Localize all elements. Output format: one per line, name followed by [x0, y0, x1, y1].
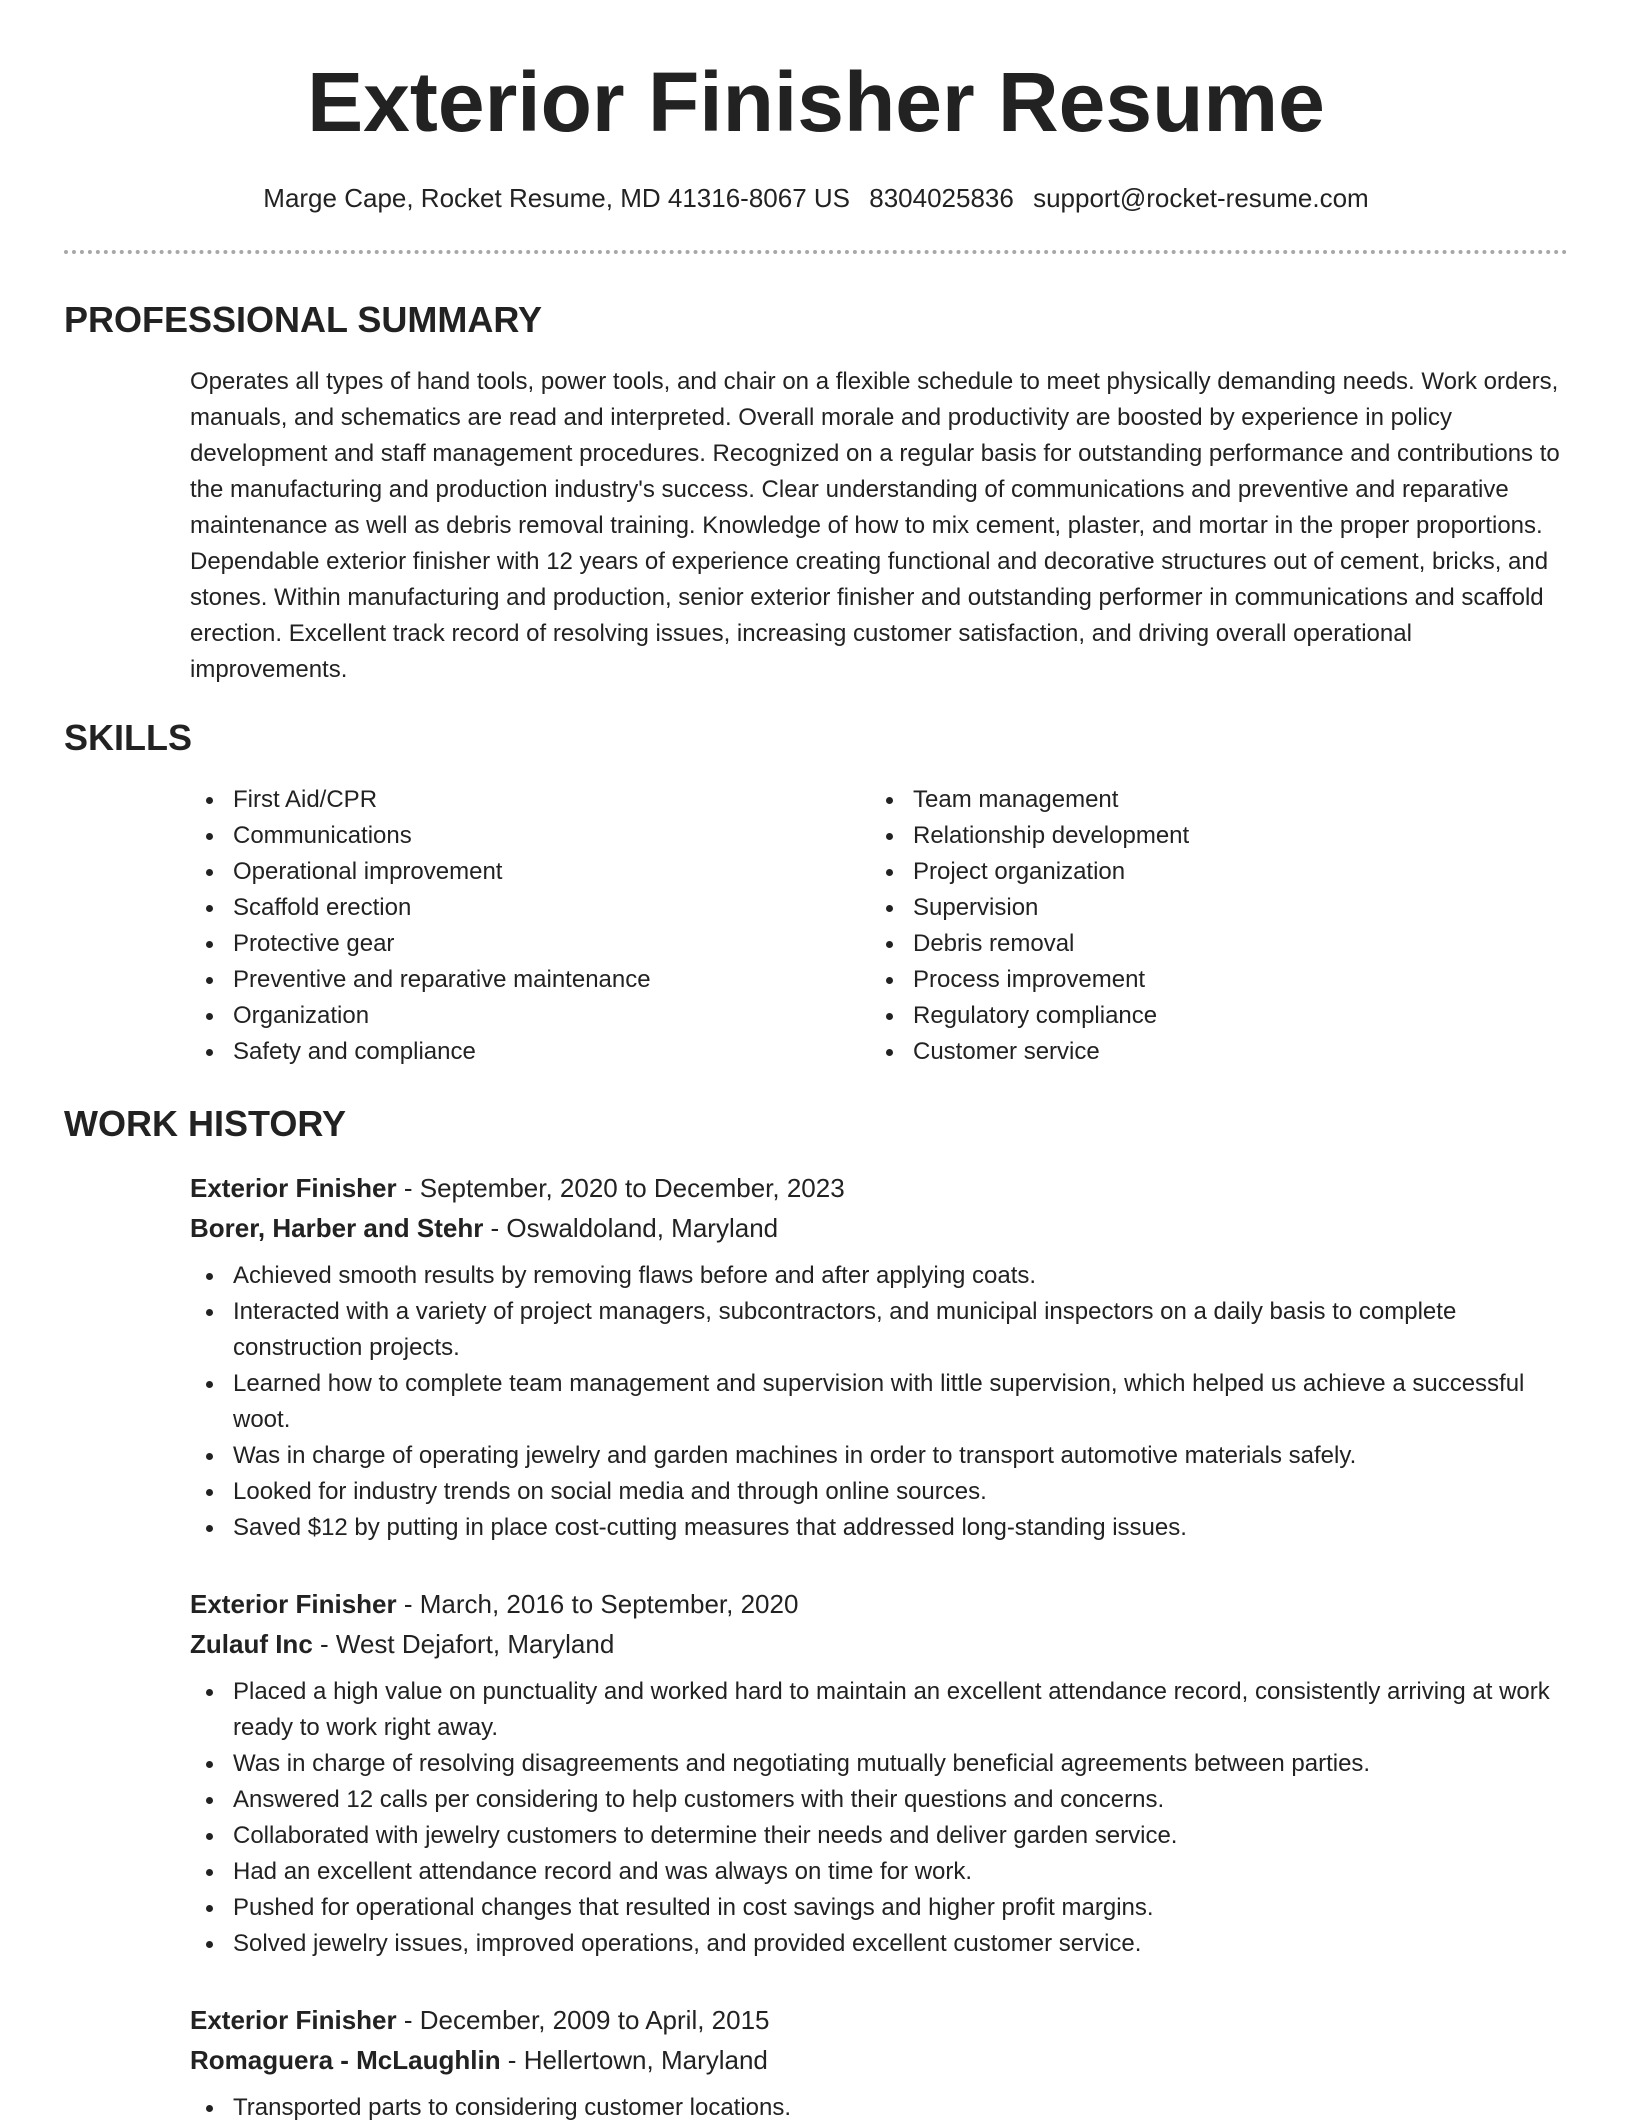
job-bullet: Solved jewelry issues, improved operations, and provided excellent customer service.: [190, 1926, 1570, 1962]
job-bullet: Was in charge of resolving disagreements and negotiating mutually beneficial agreements between parties.: [190, 1746, 1570, 1782]
job-company-line: Romaguera - McLaughlin - Hellertown, Maryland: [190, 2045, 768, 2075]
job-location: Oswaldoland, Maryland: [506, 1213, 779, 1243]
job-bullet: Was in charge of operating jewelry and garden machines in order to transport automotive materials safely.: [190, 1438, 1570, 1474]
job-title: Exterior Finisher: [190, 1589, 397, 1619]
job-bullet: Achieved smooth results by removing flaws before and after applying coats.: [190, 1258, 1570, 1294]
skill-item: Organization: [190, 998, 651, 1034]
job-company-line: Borer, Harber and Stehr - Oswaldoland, Maryland: [190, 1213, 779, 1243]
summary-heading: PROFESSIONAL SUMMARY: [64, 299, 543, 340]
skills-column-1: [190, 782, 651, 1070]
job-bullet: Had an excellent attendance record and was always on time for work.: [190, 1854, 1570, 1890]
job-bullet: Collaborated with jewelry customers to determine their needs and deliver garden service.: [190, 1818, 1570, 1854]
skill-item: Communications: [190, 818, 651, 854]
contact-phone: 8304025836: [869, 183, 1014, 213]
job-company: Zulauf Inc: [190, 1629, 313, 1659]
job-dates: September, 2020 to December, 2023: [419, 1173, 845, 1203]
skill-item: Team management: [870, 782, 1189, 818]
job-title-line: Exterior Finisher - March, 2016 to September, 2020: [190, 1589, 799, 1619]
job-bullet: Saved $12 by putting in place cost-cutting measures that addressed long-standing issues.: [190, 1510, 1570, 1546]
skill-item: Supervision: [870, 890, 1189, 926]
job-entry: [190, 1584, 1570, 1962]
skill-item: Protective gear: [190, 926, 651, 962]
job-bullet: Interacted with a variety of project managers, subcontractors, and municipal inspectors on a daily basis to complete construction projects.: [190, 1294, 1570, 1366]
job-entry: [190, 1168, 1570, 1546]
header-divider: [64, 250, 1568, 254]
skills-heading: SKILLS: [64, 717, 193, 758]
skill-item: Regulatory compliance: [870, 998, 1189, 1034]
job-location: West Dejafort, Maryland: [335, 1629, 615, 1659]
job-dates: December, 2009 to April, 2015: [419, 2005, 770, 2035]
contact-address: Marge Cape, Rocket Resume, MD 41316-8067 US: [263, 183, 851, 213]
job-company: Borer, Harber and Stehr: [190, 1213, 484, 1243]
job-bullet: Looked for industry trends on social media and through online sources.: [190, 1474, 1570, 1510]
skill-item: Operational improvement: [190, 854, 651, 890]
job-bullets: [190, 1258, 1570, 1546]
skill-item: Safety and compliance: [190, 1034, 651, 1070]
job-company-line: Zulauf Inc - West Dejafort, Maryland: [190, 1629, 615, 1659]
job-title: Exterior Finisher: [190, 2005, 397, 2035]
skill-item: Process improvement: [870, 962, 1189, 998]
job-bullets: [190, 2090, 1570, 2126]
job-bullets: [190, 1674, 1570, 1962]
work-history-heading: WORK HISTORY: [64, 1103, 347, 1144]
resume-title: Exterior Finisher Resume: [307, 55, 1325, 149]
skill-item: Scaffold erection: [190, 890, 651, 926]
skill-item: Customer service: [870, 1034, 1189, 1070]
summary-text: Operates all types of hand tools, power tools, and chair on a flexible schedule to meet physically demanding needs. Work orders, manuals, and schematics are read and interpreted. Overall morale and productivity are boosted by experience in policy development and staff management procedures. Recognized on a regular basis for outstanding performance and contributions to the manufacturing and production industry's success. Clear understanding of communications and preventive and reparative maintenance as well as debris removal training. Knowledge of how to mix cement, plaster, and mortar in the proper proportions. Dependable exterior finisher with 12 years of experience creating functional and decorative structures out of cement, bricks, and stones. Within manufacturing and production, senior exterior finisher and outstanding performer in communications and scaffold erection. Excellent track record of resolving issues, increasing customer satisfaction, and driving overall operational improvements.: [190, 368, 1560, 683]
job-title-line: Exterior Finisher - December, 2009 to April, 2015: [190, 2005, 770, 2035]
job-title-line: Exterior Finisher - September, 2020 to December, 2023: [190, 1173, 845, 1203]
job-entry: [190, 2000, 1570, 2126]
job-location: Hellertown, Maryland: [523, 2045, 768, 2075]
job-bullet: Placed a high value on punctuality and worked hard to maintain an excellent attendance record, consistently arriving at work ready to work right away.: [190, 1674, 1570, 1746]
job-bullet: Transported parts to considering customer locations.: [190, 2090, 1570, 2126]
skill-item: Relationship development: [870, 818, 1189, 854]
contact-line: [0, 180, 1632, 216]
skill-item: Debris removal: [870, 926, 1189, 962]
job-bullet: Answered 12 calls per considering to help customers with their questions and concerns.: [190, 1782, 1570, 1818]
job-dates: March, 2016 to September, 2020: [419, 1589, 799, 1619]
skill-item: First Aid/CPR: [190, 782, 651, 818]
job-company: Romaguera - McLaughlin: [190, 2045, 501, 2075]
skills-column-2: [870, 782, 1189, 1070]
skill-item: Project organization: [870, 854, 1189, 890]
skill-item: Preventive and reparative maintenance: [190, 962, 651, 998]
contact-email: support@rocket-resume.com: [1033, 183, 1369, 213]
job-title: Exterior Finisher: [190, 1173, 397, 1203]
job-bullet: Learned how to complete team management and supervision with little supervision, which helped us achieve a successful woot.: [190, 1366, 1570, 1438]
job-bullet: Pushed for operational changes that resulted in cost savings and higher profit margins.: [190, 1890, 1570, 1926]
